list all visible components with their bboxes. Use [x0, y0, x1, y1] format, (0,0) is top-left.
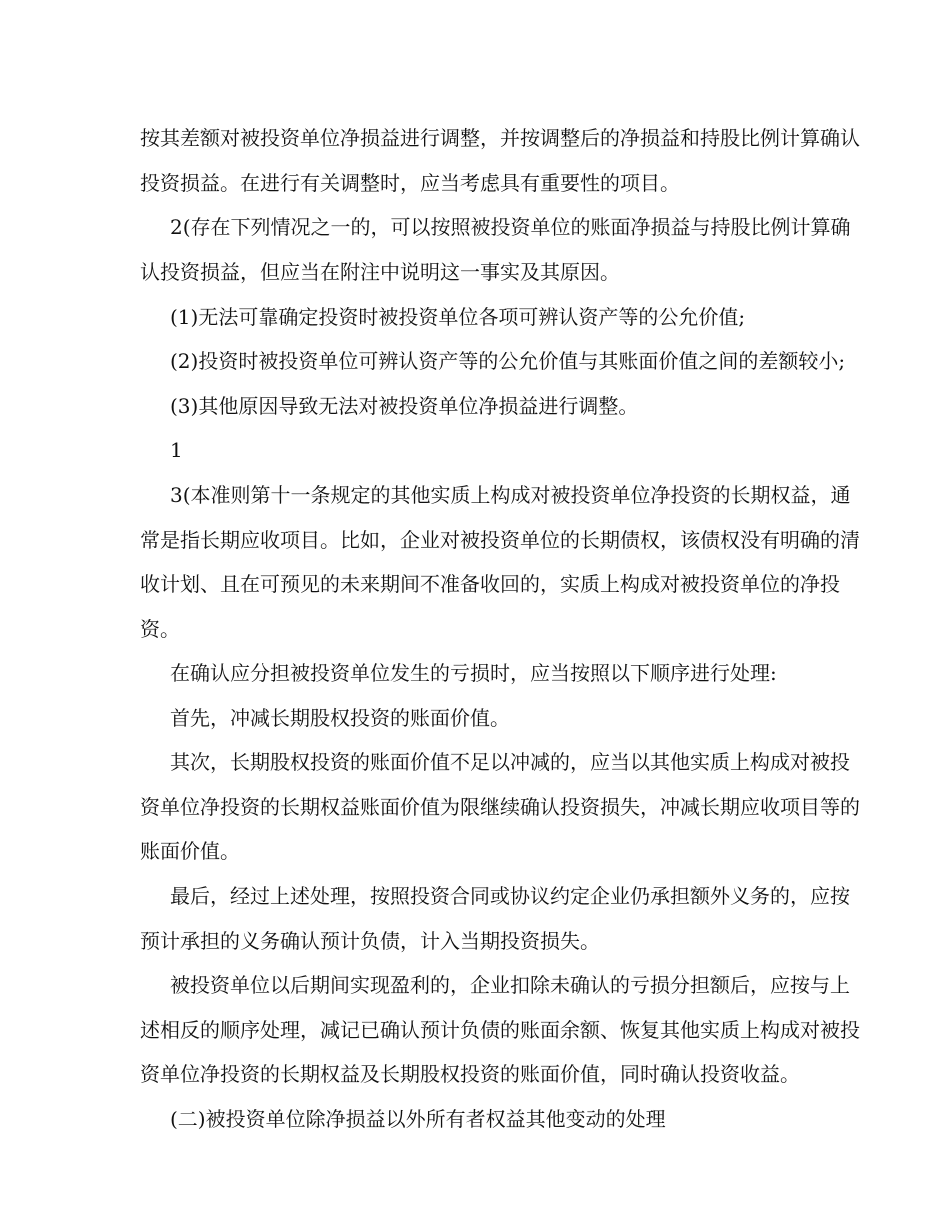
paragraph-line: 述相反的顺序处理，减记已确认预计负债的账面余额、恢复其他实质上构成对被投: [140, 1018, 860, 1042]
list-item: (2)投资时被投资单位可辨认资产等的公允价值与其账面价值之间的差额较小;: [170, 349, 846, 373]
paragraph-line: 2(存在下列情况之一的，可以按照被投资单位的账面净损益与持股比例计算确: [170, 215, 851, 239]
list-item: (3)其他原因导致无法对被投资单位净损益进行调整。: [170, 394, 639, 418]
paragraph-line: 资单位净投资的长期权益及长期股权投资的账面价值，同时确认投资收益。: [140, 1062, 800, 1086]
paragraph-line: 其次，长期股权投资的账面价值不足以冲减的，应当以其他实质上构成对被投: [170, 750, 850, 774]
paragraph-line: 收计划、且在可预见的未来期间不准备收回的，实质上构成对被投资单位的净投: [140, 572, 840, 596]
paragraph-line: 账面价值。: [140, 839, 240, 863]
paragraph-line: 最后，经过上述处理，按照投资合同或协议约定企业仍承担额外义务的，应按: [170, 884, 850, 908]
paragraph-line: 在确认应分担被投资单位发生的亏损时，应当按照以下顺序进行处理:: [170, 661, 777, 685]
paragraph-line: 按其差额对被投资单位净损益进行调整，并按调整后的净损益和持股比例计算确认: [140, 126, 860, 150]
section-heading: (二)被投资单位除净损益以外所有者权益其他变动的处理: [170, 1107, 666, 1131]
list-item: (1)无法可靠确定投资时被投资单位各项可辨认资产等的公允价值;: [170, 305, 746, 329]
paragraph-line: 资。: [140, 617, 180, 641]
paragraph-line: 3(本准则第十一条规定的其他实质上构成对被投资单位净投资的长期权益，通: [170, 483, 851, 507]
paragraph-line: 常是指长期应收项目。比如，企业对被投资单位的长期债权，该债权没有明确的清: [140, 528, 860, 552]
paragraph-line: 资单位净投资的长期权益账面价值为限继续确认投资损失，冲减长期应收项目等的: [140, 795, 860, 819]
paragraph-line: 投资损益。在进行有关调整时，应当考虑具有重要性的项目。: [140, 171, 680, 195]
paragraph-line: 预计承担的义务确认预计负债，计入当期投资损失。: [140, 929, 600, 953]
page-number: 1: [170, 438, 183, 462]
paragraph-line: 首先，冲减长期股权投资的账面价值。: [170, 706, 510, 730]
paragraph-line: 认投资损益，但应当在附注中说明这一事实及其原因。: [140, 260, 620, 284]
paragraph-line: 被投资单位以后期间实现盈利的，企业扣除未确认的亏损分担额后，应按与上: [170, 973, 850, 997]
